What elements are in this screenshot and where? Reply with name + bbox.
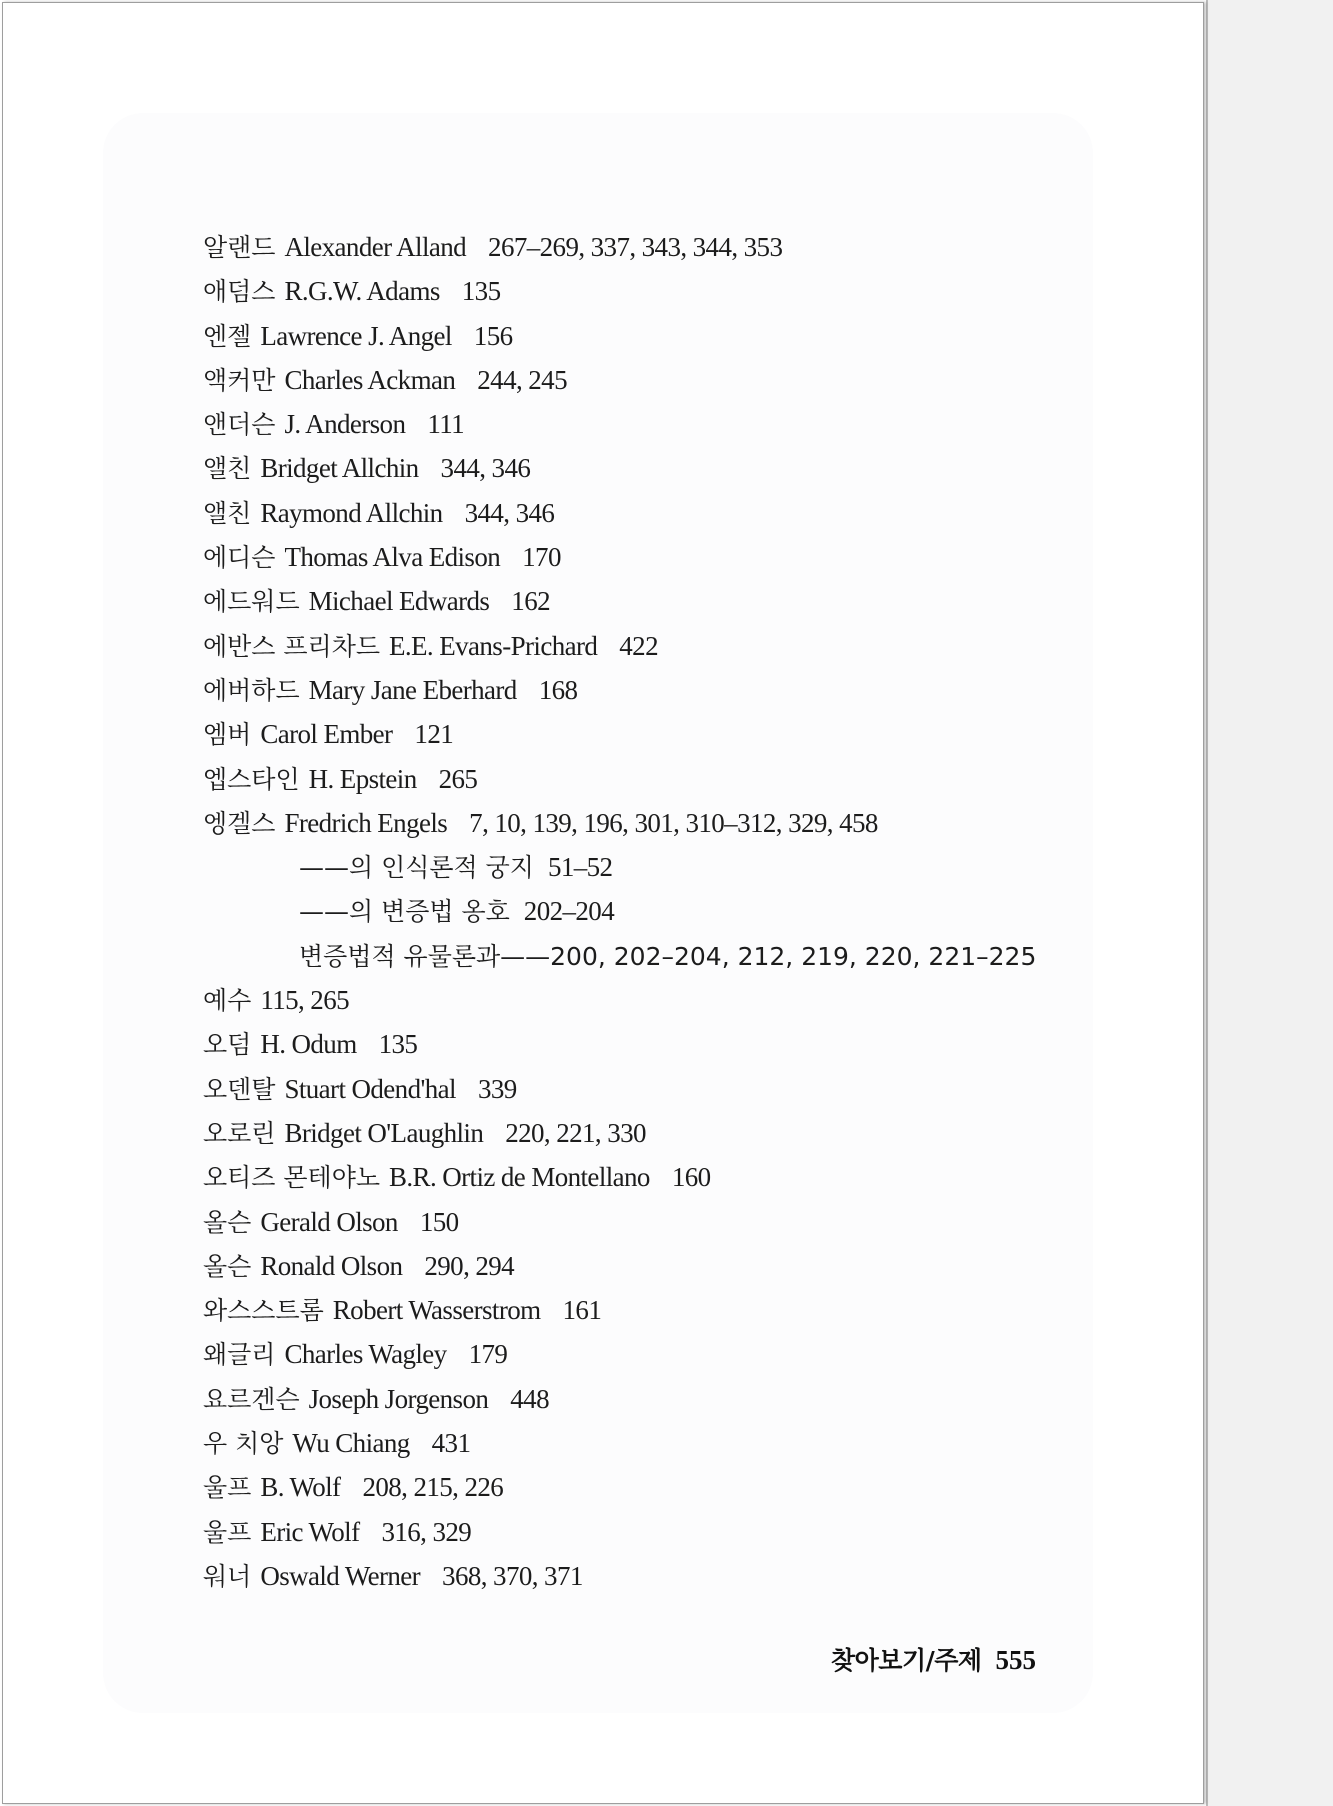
page-references: 160	[671, 1162, 711, 1193]
page-references: 168	[538, 674, 578, 705]
viewer-background	[1206, 0, 1333, 1806]
index-entry	[203, 1465, 1123, 1509]
subentry-label: ——의 변증법 옹호	[299, 897, 510, 927]
original-name: B.R. Ortiz de Montellano	[389, 1162, 650, 1193]
page-references: 316, 329	[381, 1516, 472, 1547]
index-entry	[203, 269, 1123, 313]
index-entry	[203, 1377, 1123, 1421]
korean-name: 울프	[203, 1473, 252, 1503]
index-entry	[203, 491, 1123, 535]
index-entry	[203, 579, 1123, 623]
page-references: 244, 245	[477, 364, 567, 395]
index-entry	[203, 1421, 1123, 1465]
index-subentry	[203, 845, 1123, 889]
korean-name: 엡스타인	[203, 764, 300, 794]
page-references: 161	[562, 1295, 602, 1326]
page-references: 170	[522, 542, 561, 573]
page-references: 431	[431, 1428, 471, 1459]
original-name: H. Epstein	[308, 763, 417, 794]
korean-name: 엠버	[203, 720, 252, 750]
korean-name: 에디슨	[203, 543, 276, 573]
page-references: 448	[510, 1383, 549, 1414]
original-name: Eric Wolf	[260, 1516, 360, 1547]
page-references: 121	[414, 719, 454, 750]
page-references: 220, 221, 330	[505, 1117, 646, 1148]
index-entry	[203, 1111, 1123, 1155]
korean-name: 오티즈 몬테야노	[203, 1163, 380, 1193]
index-entry	[203, 624, 1123, 668]
korean-name: 워너	[203, 1561, 252, 1591]
index-entry	[203, 1155, 1123, 1199]
original-name: Thomas Alva Edison	[284, 542, 501, 573]
original-name: Robert Wasserstrom	[332, 1295, 541, 1326]
original-name: Fredrich Engels	[284, 807, 448, 838]
index-subentry	[203, 934, 1123, 978]
document-page	[2, 2, 1204, 1804]
korean-name: 우 치앙	[203, 1429, 284, 1459]
page-references: 368, 370, 371	[442, 1560, 583, 1591]
index-entry	[203, 535, 1123, 579]
page-references: 7, 10, 139, 196, 301, 310–312, 329, 458	[469, 807, 878, 838]
page-references: 111	[427, 409, 465, 440]
korean-name: 오덤	[203, 1030, 252, 1060]
index-subentry	[203, 889, 1123, 933]
korean-name: 요르겐슨	[203, 1384, 300, 1414]
index-entry	[203, 314, 1123, 358]
korean-name: 왜글리	[203, 1340, 276, 1370]
original-name: R.G.W. Adams	[284, 276, 440, 307]
page-references: 290, 294	[424, 1250, 515, 1281]
index-entry	[203, 668, 1123, 712]
index-entry	[203, 1288, 1123, 1332]
original-name: Stuart Odend'hal	[284, 1073, 456, 1104]
korean-name: 알랜드	[203, 233, 276, 262]
index-entry	[203, 402, 1123, 446]
korean-name: 올슨	[203, 1207, 252, 1237]
section-title: 찾아보기/주제	[831, 1646, 982, 1675]
index-entry	[203, 1554, 1123, 1598]
index-entry	[203, 1067, 1123, 1111]
original-name: H. Odum	[260, 1029, 357, 1060]
page-references: 339	[477, 1073, 517, 1104]
page-references: 150	[419, 1206, 459, 1237]
korean-name: 오덴탈	[203, 1074, 276, 1104]
page-references: 179	[468, 1339, 508, 1370]
original-name: Gerald Olson	[260, 1206, 398, 1237]
korean-name: 와스스트롬	[203, 1296, 324, 1326]
index-entry	[203, 801, 1123, 845]
korean-name: 에반스 프리차드	[203, 631, 380, 661]
page-references: 208, 215, 226	[362, 1472, 504, 1503]
page-number: 555	[995, 1645, 1037, 1675]
page-references: 115, 265	[260, 985, 350, 1016]
page-references: 162	[511, 586, 550, 617]
korean-name: 오로린	[203, 1118, 276, 1148]
original-name: Raymond Allchin	[260, 497, 443, 528]
original-name: Mary Jane Eberhard	[308, 674, 517, 705]
korean-name: 올슨	[203, 1251, 252, 1281]
page-references: 422	[619, 630, 658, 661]
index-entry	[203, 1244, 1123, 1288]
page-references: 135	[461, 276, 501, 307]
original-name: Wu Chiang	[292, 1428, 410, 1459]
korean-name: 앨친	[203, 454, 252, 484]
page-references: 156	[473, 320, 513, 351]
subentry-label: ——의 인식론적 궁지	[299, 853, 534, 883]
original-name: Joseph Jorgenson	[308, 1383, 489, 1414]
index-entry	[203, 978, 1123, 1022]
index-entry	[203, 1022, 1123, 1066]
original-name: Bridget Allchin	[260, 453, 419, 484]
original-name: Lawrence J. Angel	[260, 320, 452, 351]
original-name: J. Anderson	[284, 409, 406, 440]
korean-name: 엔젤	[203, 321, 252, 351]
page-references: 202–204	[523, 896, 615, 927]
index-entry	[203, 712, 1123, 756]
original-name: Charles Ackman	[284, 364, 456, 395]
page-footer	[831, 1641, 1036, 1677]
original-name: B. Wolf	[260, 1472, 341, 1503]
index-entry	[203, 1332, 1123, 1376]
original-name: Oswald Werner	[260, 1560, 421, 1591]
index-entry	[203, 1200, 1123, 1244]
original-name: Alexander Alland	[284, 232, 467, 262]
original-name: Ronald Olson	[260, 1250, 403, 1281]
korean-name: 울프	[203, 1517, 252, 1547]
original-name: Bridget O'Laughlin	[284, 1117, 484, 1148]
page-references: 265	[438, 763, 478, 794]
subentry-label: 변증법적 유물론과——200, 202–204, 212, 219, 220, 221–225	[299, 941, 1037, 971]
index-entry	[203, 446, 1123, 490]
index-entry	[203, 358, 1123, 402]
page-references: 344, 346	[440, 453, 531, 484]
korean-name: 애덤스	[203, 277, 276, 307]
original-name: Michael Edwards	[308, 586, 490, 617]
page-references: 51–52	[547, 852, 613, 883]
page-references: 344, 346	[464, 497, 555, 528]
original-name: Charles Wagley	[284, 1339, 447, 1370]
korean-name: 앤더슨	[203, 410, 276, 440]
original-name: Carol Ember	[260, 719, 393, 750]
korean-name: 에드워드	[203, 587, 300, 617]
page-references: 135	[378, 1029, 418, 1060]
korean-name: 예수	[203, 986, 252, 1016]
korean-name: 엥겔스	[203, 808, 276, 838]
korean-name: 앨친	[203, 498, 252, 528]
page-references: 267–269, 337, 343, 344, 353	[488, 232, 783, 262]
korean-name: 액커만	[203, 365, 276, 395]
index-entry	[203, 757, 1123, 801]
index-entry-list	[203, 225, 1123, 1598]
index-entry	[203, 225, 1123, 269]
korean-name: 에버하드	[203, 675, 300, 705]
index-entry	[203, 1510, 1123, 1554]
original-name: E.E. Evans-Prichard	[389, 630, 598, 661]
